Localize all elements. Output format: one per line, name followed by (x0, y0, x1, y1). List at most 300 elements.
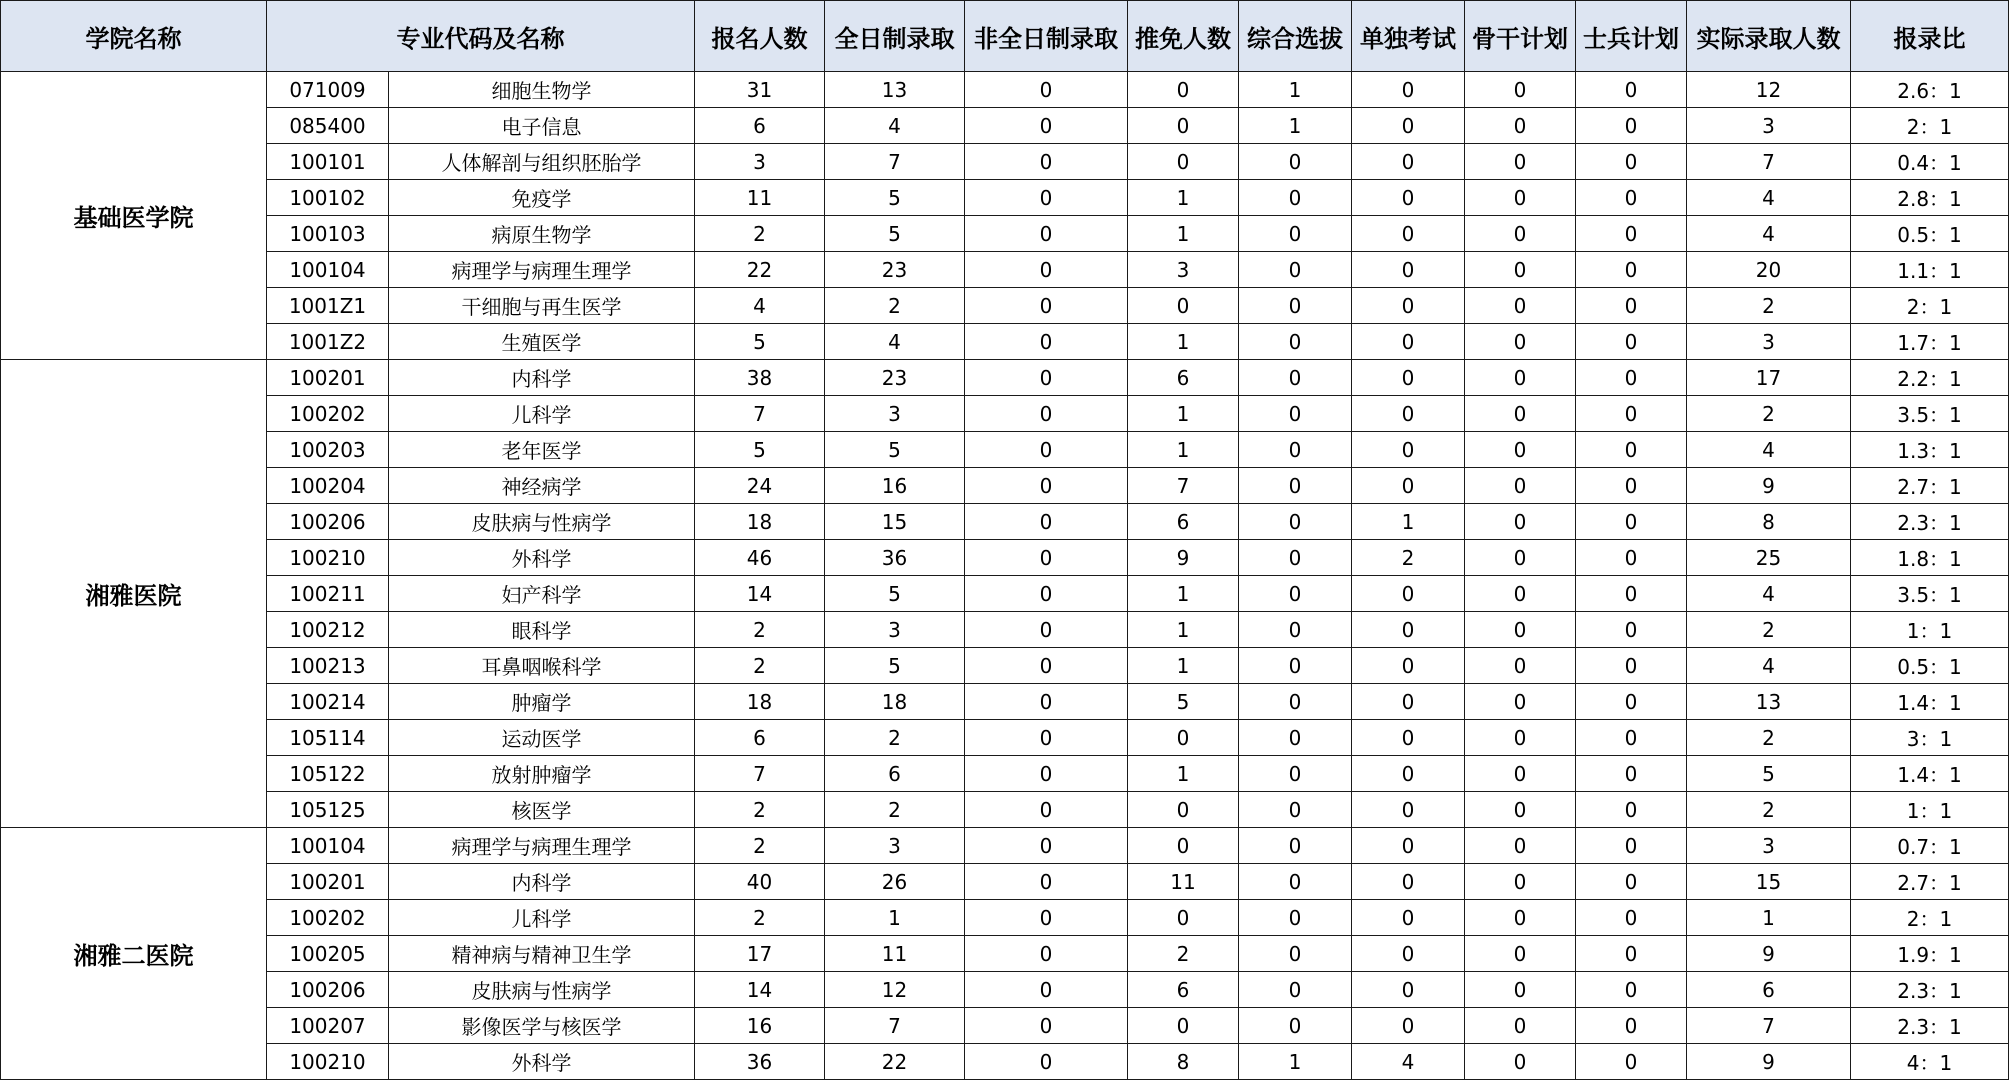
table-row (1, 1008, 2009, 1044)
table-row (1, 72, 2009, 108)
comprehensive-cell: 0 (1239, 216, 1352, 252)
backbone-cell: 0 (1465, 144, 1576, 180)
applicants-cell: 38 (695, 360, 825, 396)
separate-exam-cell: 0 (1352, 900, 1465, 936)
major-name-cell: 放射肿瘤学 (389, 756, 695, 792)
comprehensive-cell: 0 (1239, 180, 1352, 216)
major-code-cell: 100203 (267, 432, 389, 468)
major-code-cell: 105122 (267, 756, 389, 792)
fulltime-cell: 5 (825, 648, 965, 684)
separate-exam-cell: 0 (1352, 936, 1465, 972)
header-exempt: 推免人数 (1128, 1, 1239, 72)
comprehensive-cell: 0 (1239, 432, 1352, 468)
soldier-cell: 0 (1576, 792, 1687, 828)
backbone-cell: 0 (1465, 576, 1576, 612)
soldier-cell: 0 (1576, 252, 1687, 288)
fulltime-cell: 5 (825, 180, 965, 216)
actual-cell: 4 (1687, 180, 1851, 216)
fulltime-cell: 4 (825, 324, 965, 360)
header-comprehensive: 综合选拔 (1239, 1, 1352, 72)
exempt-cell: 7 (1128, 468, 1239, 504)
separate-exam-cell: 0 (1352, 108, 1465, 144)
applicants-cell: 18 (695, 684, 825, 720)
ratio-cell: 2.3：1 (1851, 1008, 2009, 1044)
separate-exam-cell: 0 (1352, 864, 1465, 900)
separate-exam-cell: 0 (1352, 72, 1465, 108)
applicants-cell: 11 (695, 180, 825, 216)
soldier-cell: 0 (1576, 324, 1687, 360)
backbone-cell: 0 (1465, 72, 1576, 108)
major-name-cell: 内科学 (389, 864, 695, 900)
actual-cell: 8 (1687, 504, 1851, 540)
parttime-cell: 0 (965, 468, 1128, 504)
fulltime-cell: 2 (825, 720, 965, 756)
parttime-cell: 0 (965, 108, 1128, 144)
comprehensive-cell: 0 (1239, 684, 1352, 720)
exempt-cell: 5 (1128, 684, 1239, 720)
soldier-cell: 0 (1576, 576, 1687, 612)
ratio-cell: 3.5：1 (1851, 576, 2009, 612)
major-code-cell: 100102 (267, 180, 389, 216)
applicants-cell: 2 (695, 900, 825, 936)
major-code-cell: 100201 (267, 864, 389, 900)
table-row (1, 216, 2009, 252)
comprehensive-cell: 0 (1239, 396, 1352, 432)
separate-exam-cell: 1 (1352, 504, 1465, 540)
applicants-cell: 2 (695, 828, 825, 864)
header-applicants: 报名人数 (695, 1, 825, 72)
backbone-cell: 0 (1465, 180, 1576, 216)
applicants-cell: 14 (695, 576, 825, 612)
ratio-cell: 0.5：1 (1851, 648, 2009, 684)
table-row (1, 720, 2009, 756)
actual-cell: 15 (1687, 864, 1851, 900)
backbone-cell: 0 (1465, 936, 1576, 972)
ratio-cell: 2.8：1 (1851, 180, 2009, 216)
major-code-cell: 100205 (267, 936, 389, 972)
fulltime-cell: 4 (825, 108, 965, 144)
backbone-cell: 0 (1465, 324, 1576, 360)
fulltime-cell: 16 (825, 468, 965, 504)
table-row (1, 792, 2009, 828)
backbone-cell: 0 (1465, 1008, 1576, 1044)
comprehensive-cell: 0 (1239, 252, 1352, 288)
separate-exam-cell: 0 (1352, 144, 1465, 180)
header-ratio: 报录比 (1851, 1, 2009, 72)
parttime-cell: 0 (965, 432, 1128, 468)
backbone-cell: 0 (1465, 216, 1576, 252)
table-row (1, 468, 2009, 504)
separate-exam-cell: 0 (1352, 720, 1465, 756)
actual-cell: 20 (1687, 252, 1851, 288)
ratio-cell: 0.5：1 (1851, 216, 2009, 252)
exempt-cell: 1 (1128, 432, 1239, 468)
parttime-cell: 0 (965, 756, 1128, 792)
exempt-cell: 8 (1128, 1044, 1239, 1080)
applicants-cell: 16 (695, 1008, 825, 1044)
ratio-cell: 2：1 (1851, 288, 2009, 324)
comprehensive-cell: 1 (1239, 108, 1352, 144)
separate-exam-cell: 0 (1352, 972, 1465, 1008)
ratio-cell: 1.3：1 (1851, 432, 2009, 468)
comprehensive-cell: 0 (1239, 756, 1352, 792)
soldier-cell: 0 (1576, 72, 1687, 108)
major-code-cell: 085400 (267, 108, 389, 144)
parttime-cell: 0 (965, 1044, 1128, 1080)
major-code-cell: 100211 (267, 576, 389, 612)
header-actual: 实际录取人数 (1687, 1, 1851, 72)
soldier-cell: 0 (1576, 180, 1687, 216)
ratio-cell: 2.7：1 (1851, 468, 2009, 504)
soldier-cell: 0 (1576, 468, 1687, 504)
comprehensive-cell: 0 (1239, 792, 1352, 828)
parttime-cell: 0 (965, 648, 1128, 684)
soldier-cell: 0 (1576, 108, 1687, 144)
table-row (1, 612, 2009, 648)
actual-cell: 4 (1687, 216, 1851, 252)
major-code-cell: 100214 (267, 684, 389, 720)
fulltime-cell: 18 (825, 684, 965, 720)
major-name-cell: 病原生物学 (389, 216, 695, 252)
backbone-cell: 0 (1465, 900, 1576, 936)
separate-exam-cell: 0 (1352, 576, 1465, 612)
comprehensive-cell: 0 (1239, 648, 1352, 684)
college-cell: 湘雅二医院 (1, 828, 267, 1080)
major-name-cell: 耳鼻咽喉科学 (389, 648, 695, 684)
backbone-cell: 0 (1465, 720, 1576, 756)
major-name-cell: 人体解剖与组织胚胎学 (389, 144, 695, 180)
fulltime-cell: 7 (825, 1008, 965, 1044)
exempt-cell: 3 (1128, 252, 1239, 288)
soldier-cell: 0 (1576, 684, 1687, 720)
major-code-cell: 100212 (267, 612, 389, 648)
applicants-cell: 4 (695, 288, 825, 324)
ratio-cell: 1：1 (1851, 612, 2009, 648)
parttime-cell: 0 (965, 936, 1128, 972)
comprehensive-cell: 1 (1239, 1044, 1352, 1080)
exempt-cell: 0 (1128, 72, 1239, 108)
fulltime-cell: 5 (825, 432, 965, 468)
exempt-cell: 0 (1128, 144, 1239, 180)
applicants-cell: 17 (695, 936, 825, 972)
soldier-cell: 0 (1576, 360, 1687, 396)
table-row (1, 540, 2009, 576)
table-row (1, 864, 2009, 900)
major-name-cell: 病理学与病理生理学 (389, 252, 695, 288)
ratio-cell: 2：1 (1851, 108, 2009, 144)
exempt-cell: 1 (1128, 180, 1239, 216)
header-fulltime: 全日制录取 (825, 1, 965, 72)
applicants-cell: 18 (695, 504, 825, 540)
exempt-cell: 1 (1128, 576, 1239, 612)
major-name-cell: 皮肤病与性病学 (389, 504, 695, 540)
major-name-cell: 眼科学 (389, 612, 695, 648)
soldier-cell: 0 (1576, 396, 1687, 432)
major-name-cell: 电子信息 (389, 108, 695, 144)
ratio-cell: 1.7：1 (1851, 324, 2009, 360)
table-row (1, 828, 2009, 864)
header-parttime: 非全日制录取 (965, 1, 1128, 72)
actual-cell: 4 (1687, 648, 1851, 684)
comprehensive-cell: 0 (1239, 828, 1352, 864)
actual-cell: 2 (1687, 288, 1851, 324)
comprehensive-cell: 0 (1239, 1008, 1352, 1044)
actual-cell: 9 (1687, 936, 1851, 972)
separate-exam-cell: 0 (1352, 756, 1465, 792)
comprehensive-cell: 0 (1239, 936, 1352, 972)
backbone-cell: 0 (1465, 396, 1576, 432)
table-row (1, 504, 2009, 540)
table-row (1, 396, 2009, 432)
major-name-cell: 儿科学 (389, 396, 695, 432)
actual-cell: 2 (1687, 720, 1851, 756)
soldier-cell: 0 (1576, 612, 1687, 648)
applicants-cell: 6 (695, 108, 825, 144)
fulltime-cell: 23 (825, 360, 965, 396)
separate-exam-cell: 0 (1352, 828, 1465, 864)
header-major: 专业代码及名称 (267, 1, 695, 72)
parttime-cell: 0 (965, 828, 1128, 864)
major-code-cell: 100103 (267, 216, 389, 252)
ratio-cell: 2.3：1 (1851, 504, 2009, 540)
college-cell: 基础医学院 (1, 72, 267, 360)
separate-exam-cell: 0 (1352, 1008, 1465, 1044)
exempt-cell: 1 (1128, 216, 1239, 252)
fulltime-cell: 15 (825, 504, 965, 540)
header-row (1, 1, 2009, 72)
parttime-cell: 0 (965, 684, 1128, 720)
ratio-cell: 0.7：1 (1851, 828, 2009, 864)
parttime-cell: 0 (965, 612, 1128, 648)
fulltime-cell: 12 (825, 972, 965, 1008)
backbone-cell: 0 (1465, 504, 1576, 540)
exempt-cell: 2 (1128, 936, 1239, 972)
major-name-cell: 运动医学 (389, 720, 695, 756)
exempt-cell: 0 (1128, 792, 1239, 828)
major-code-cell: 100204 (267, 468, 389, 504)
table-body (1, 72, 2009, 1080)
major-code-cell: 100213 (267, 648, 389, 684)
exempt-cell: 1 (1128, 648, 1239, 684)
applicants-cell: 24 (695, 468, 825, 504)
exempt-cell: 1 (1128, 324, 1239, 360)
backbone-cell: 0 (1465, 432, 1576, 468)
actual-cell: 3 (1687, 828, 1851, 864)
actual-cell: 4 (1687, 432, 1851, 468)
major-code-cell: 100210 (267, 540, 389, 576)
comprehensive-cell: 0 (1239, 612, 1352, 648)
backbone-cell: 0 (1465, 756, 1576, 792)
major-code-cell: 100104 (267, 828, 389, 864)
soldier-cell: 0 (1576, 828, 1687, 864)
ratio-cell: 1：1 (1851, 792, 2009, 828)
major-name-cell: 妇产科学 (389, 576, 695, 612)
comprehensive-cell: 0 (1239, 900, 1352, 936)
exempt-cell: 11 (1128, 864, 1239, 900)
separate-exam-cell: 0 (1352, 648, 1465, 684)
comprehensive-cell: 0 (1239, 360, 1352, 396)
actual-cell: 12 (1687, 72, 1851, 108)
ratio-cell: 1.4：1 (1851, 684, 2009, 720)
parttime-cell: 0 (965, 972, 1128, 1008)
applicants-cell: 2 (695, 216, 825, 252)
separate-exam-cell: 0 (1352, 360, 1465, 396)
parttime-cell: 0 (965, 1008, 1128, 1044)
applicants-cell: 2 (695, 612, 825, 648)
exempt-cell: 0 (1128, 108, 1239, 144)
separate-exam-cell: 0 (1352, 612, 1465, 648)
fulltime-cell: 5 (825, 216, 965, 252)
fulltime-cell: 3 (825, 396, 965, 432)
ratio-cell: 1.9：1 (1851, 936, 2009, 972)
comprehensive-cell: 0 (1239, 864, 1352, 900)
backbone-cell: 0 (1465, 468, 1576, 504)
table-row (1, 1044, 2009, 1080)
actual-cell: 2 (1687, 396, 1851, 432)
separate-exam-cell: 0 (1352, 324, 1465, 360)
actual-cell: 2 (1687, 792, 1851, 828)
fulltime-cell: 36 (825, 540, 965, 576)
backbone-cell: 0 (1465, 648, 1576, 684)
backbone-cell: 0 (1465, 864, 1576, 900)
soldier-cell: 0 (1576, 1008, 1687, 1044)
backbone-cell: 0 (1465, 360, 1576, 396)
actual-cell: 6 (1687, 972, 1851, 1008)
fulltime-cell: 22 (825, 1044, 965, 1080)
parttime-cell: 0 (965, 324, 1128, 360)
separate-exam-cell: 0 (1352, 684, 1465, 720)
ratio-cell: 4：1 (1851, 1044, 2009, 1080)
table-row (1, 900, 2009, 936)
parttime-cell: 0 (965, 72, 1128, 108)
header-college: 学院名称 (1, 1, 267, 72)
exempt-cell: 1 (1128, 612, 1239, 648)
parttime-cell: 0 (965, 792, 1128, 828)
fulltime-cell: 1 (825, 900, 965, 936)
fulltime-cell: 3 (825, 828, 965, 864)
soldier-cell: 0 (1576, 540, 1687, 576)
parttime-cell: 0 (965, 900, 1128, 936)
backbone-cell: 0 (1465, 252, 1576, 288)
table-row (1, 324, 2009, 360)
soldier-cell: 0 (1576, 144, 1687, 180)
comprehensive-cell: 0 (1239, 972, 1352, 1008)
separate-exam-cell: 2 (1352, 540, 1465, 576)
soldier-cell: 0 (1576, 756, 1687, 792)
backbone-cell: 0 (1465, 288, 1576, 324)
fulltime-cell: 26 (825, 864, 965, 900)
major-code-cell: 100210 (267, 1044, 389, 1080)
table-row (1, 432, 2009, 468)
ratio-cell: 1.8：1 (1851, 540, 2009, 576)
actual-cell: 1 (1687, 900, 1851, 936)
separate-exam-cell: 0 (1352, 468, 1465, 504)
major-code-cell: 105114 (267, 720, 389, 756)
major-code-cell: 100202 (267, 900, 389, 936)
table-row (1, 108, 2009, 144)
separate-exam-cell: 0 (1352, 216, 1465, 252)
exempt-cell: 0 (1128, 900, 1239, 936)
ratio-cell: 2.3：1 (1851, 972, 2009, 1008)
ratio-cell: 2.6：1 (1851, 72, 2009, 108)
applicants-cell: 40 (695, 864, 825, 900)
fulltime-cell: 7 (825, 144, 965, 180)
applicants-cell: 5 (695, 324, 825, 360)
comprehensive-cell: 0 (1239, 504, 1352, 540)
major-name-cell: 外科学 (389, 540, 695, 576)
fulltime-cell: 11 (825, 936, 965, 972)
actual-cell: 4 (1687, 576, 1851, 612)
actual-cell: 7 (1687, 144, 1851, 180)
major-code-cell: 100202 (267, 396, 389, 432)
ratio-cell: 2：1 (1851, 900, 2009, 936)
header-separate-exam: 单独考试 (1352, 1, 1465, 72)
applicants-cell: 14 (695, 972, 825, 1008)
major-name-cell: 肿瘤学 (389, 684, 695, 720)
exempt-cell: 6 (1128, 360, 1239, 396)
fulltime-cell: 13 (825, 72, 965, 108)
major-name-cell: 儿科学 (389, 900, 695, 936)
applicants-cell: 46 (695, 540, 825, 576)
college-cell: 湘雅医院 (1, 360, 267, 828)
parttime-cell: 0 (965, 576, 1128, 612)
applicants-cell: 7 (695, 396, 825, 432)
table-row (1, 936, 2009, 972)
table-row (1, 648, 2009, 684)
parttime-cell: 0 (965, 720, 1128, 756)
comprehensive-cell: 0 (1239, 468, 1352, 504)
exempt-cell: 6 (1128, 972, 1239, 1008)
parttime-cell: 0 (965, 360, 1128, 396)
major-name-cell: 精神病与精神卫生学 (389, 936, 695, 972)
major-name-cell: 核医学 (389, 792, 695, 828)
backbone-cell: 0 (1465, 108, 1576, 144)
backbone-cell: 0 (1465, 972, 1576, 1008)
major-code-cell: 100206 (267, 972, 389, 1008)
table-row (1, 576, 2009, 612)
actual-cell: 3 (1687, 324, 1851, 360)
major-name-cell: 外科学 (389, 1044, 695, 1080)
fulltime-cell: 2 (825, 792, 965, 828)
backbone-cell: 0 (1465, 684, 1576, 720)
actual-cell: 5 (1687, 756, 1851, 792)
separate-exam-cell: 0 (1352, 288, 1465, 324)
applicants-cell: 2 (695, 792, 825, 828)
major-code-cell: 100207 (267, 1008, 389, 1044)
major-code-cell: 100104 (267, 252, 389, 288)
table-row (1, 144, 2009, 180)
parttime-cell: 0 (965, 540, 1128, 576)
major-code-cell: 100206 (267, 504, 389, 540)
separate-exam-cell: 0 (1352, 180, 1465, 216)
actual-cell: 9 (1687, 468, 1851, 504)
major-name-cell: 老年医学 (389, 432, 695, 468)
backbone-cell: 0 (1465, 540, 1576, 576)
major-name-cell: 内科学 (389, 360, 695, 396)
separate-exam-cell: 0 (1352, 396, 1465, 432)
actual-cell: 17 (1687, 360, 1851, 396)
soldier-cell: 0 (1576, 720, 1687, 756)
applicants-cell: 7 (695, 756, 825, 792)
major-name-cell: 病理学与病理生理学 (389, 828, 695, 864)
parttime-cell: 0 (965, 252, 1128, 288)
soldier-cell: 0 (1576, 1044, 1687, 1080)
separate-exam-cell: 0 (1352, 252, 1465, 288)
ratio-cell: 1.1：1 (1851, 252, 2009, 288)
major-name-cell: 免疫学 (389, 180, 695, 216)
comprehensive-cell: 0 (1239, 576, 1352, 612)
table-row (1, 288, 2009, 324)
